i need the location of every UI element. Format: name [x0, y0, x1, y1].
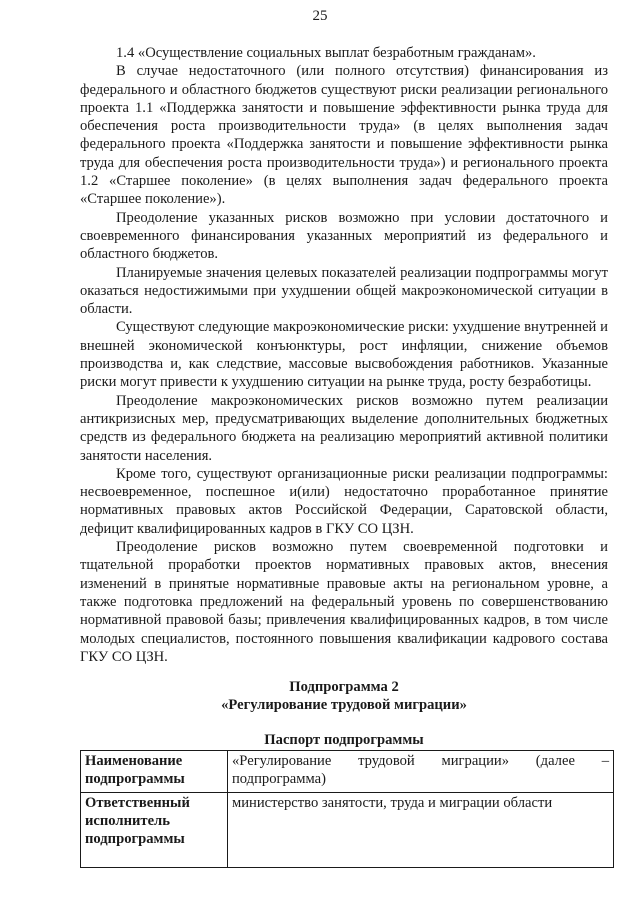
row-value: министерство занятости, труда и миграции области	[228, 792, 614, 867]
paragraph: Планируемые значения целевых показателей реализации подпрограммы могут оказаться недостижимыми при ухудшении общей макроэкономической ситуации в области.	[80, 264, 608, 318]
subprogram-title: Подпрограмма 2	[289, 679, 399, 695]
row-label: Ответственный исполнитель подпрограммы	[81, 792, 228, 867]
subprogram-name: «Регулирование трудовой миграции»	[221, 697, 467, 714]
paragraph: Преодоление указанных рисков возможно при условии достаточного и своевременного финансирования указанных мероприятий из федерального и областного бюджетов.	[80, 209, 608, 263]
row-label: Наименование подпрограммы	[81, 751, 228, 793]
paragraph: Преодоление рисков возможно путем своевременной подготовки и тщательной проработки проектов нормативных правовых актов, внесения изменений в принятые нормативные правовые акты на региональном уровне, а также подготовка предложений на федеральный уровень по совершенствованию нормативной правовой базы; привлечения квалифицированных кадров, в том числе молодых специалистов, постоянного повышения квалификации кадрового состава ГКУ СО ЦЗН.	[80, 539, 608, 665]
page-number: 25	[312, 8, 328, 24]
passport-title: Паспорт подпрограммы	[264, 731, 424, 748]
table-row	[81, 792, 614, 867]
table-row	[81, 751, 614, 793]
paragraph: 1.4 «Осуществление социальных выплат безработным гражданам».	[116, 45, 536, 61]
paragraph: В случае недостаточного (или полного отсутствия) финансирования из федерального и областного бюджетов существуют риски реализации регионального проекта 1.1 «Поддержка занятости и повышение эффективности рынка труда для обеспечения роста производительности труда» (в целях выполнения задач федерального проекта «Поддержка занятости и повышение эффективности рынка труда для обеспечения роста производительности труда») и регионального проекта 1.2 «Старшее поколение» (в целях выполнения задач федерального проекта «Старшее поколение»).	[80, 63, 608, 208]
paragraph: Кроме того, существуют организационные риски реализации подпрограммы: несвоевременное, поспешное и(или) недостаточно проработанное принятие нормативных правовых актов Российской Федерации, Саратовской области, дефицит квалифицированных кадров в ГКУ СО ЦЗН.	[80, 465, 608, 537]
document-body	[80, 44, 608, 666]
paragraph: Преодоление макроэкономических рисков возможно путем реализации антикризисных мер, предусматривающих выделение дополнительных бюджетных средств из федерального бюджета на реализацию мероприятий активной политики занятости населения.	[80, 392, 608, 464]
row-value: «Регулирование трудовой миграции» (далее – подпрограмма)	[228, 751, 614, 793]
paragraph: Существуют следующие макроэкономические риски: ухудшение внутренней и внешней экономической конъюнктуры, рост инфляции, снижение объемов производства и, как следствие, массовые высвобождения работников. Указанные риски могут привести к ухудшению ситуации на рынке труда, росту безработицы.	[80, 319, 608, 391]
subprogram-heading	[80, 678, 608, 749]
passport-table	[80, 750, 614, 868]
